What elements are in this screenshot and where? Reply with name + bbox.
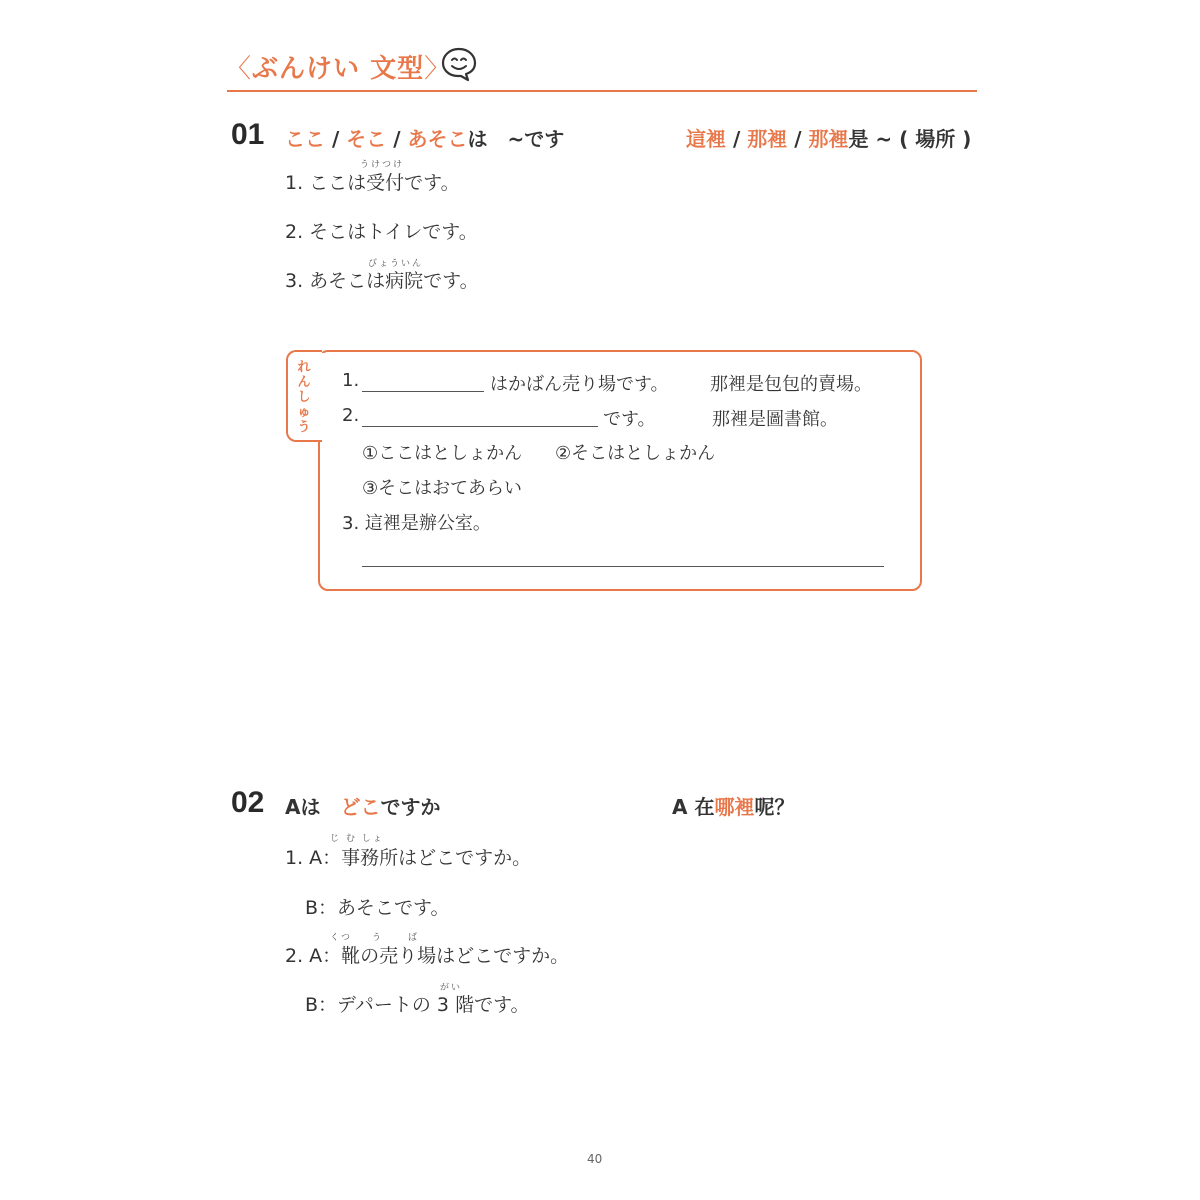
title-bracket-close: 〉: [424, 54, 452, 84]
furigana: びょういん: [368, 259, 424, 269]
dialogue-line: 1. A：事務所はどこですか。: [285, 847, 532, 869]
furigana: ば: [408, 933, 420, 943]
pattern-rest: は ~です: [467, 127, 565, 151]
option-3: ③そこはおてあらい: [362, 478, 522, 499]
practice-q3-text: 3. 這裡是辦公室。: [342, 513, 491, 534]
section-translation: [672, 791, 794, 820]
smiley-bubble-icon: [440, 46, 478, 86]
page-title: [225, 48, 451, 85]
furigana: がい: [440, 983, 463, 993]
pattern-soko: そこ: [346, 127, 387, 151]
pattern-a-wa: Aは: [285, 795, 341, 819]
option-1: ①ここはとしょかん: [362, 443, 523, 464]
dialogue-line: B：あそこです。: [305, 897, 450, 919]
furigana: じ む しょ: [330, 834, 384, 844]
practice-q1-text: はかばん売り場です。: [490, 374, 669, 395]
furigana: くつ: [330, 933, 353, 943]
trans-slash: /: [787, 127, 809, 151]
header-divider: [227, 90, 977, 92]
title-bracket-open: 〈: [225, 54, 253, 84]
pattern-koko: ここ: [285, 127, 325, 151]
trans-ne: 呢？: [754, 795, 795, 819]
furigana: う: [372, 933, 384, 943]
page-number: 40: [587, 1152, 603, 1166]
section-number: 02: [231, 786, 265, 819]
practice-q2-text: です。: [603, 409, 656, 430]
option-2: ②そこはとしょかん: [555, 443, 716, 464]
section-pattern: [285, 791, 440, 820]
answer-blank-1[interactable]: [362, 391, 484, 392]
example-line: 1. ここは受付です。: [285, 172, 460, 194]
trans-zheli: 這裡: [686, 127, 726, 151]
answer-blank-2[interactable]: [362, 426, 598, 427]
trans-slash: /: [726, 127, 748, 151]
trans-a-zai: A 在: [672, 795, 715, 819]
trans-nali: 那裡: [747, 127, 788, 151]
dialogue-line: 2. A：靴の売り場はどこですか。: [285, 945, 570, 967]
section-pattern: [285, 123, 564, 152]
pattern-desuka: ですか: [380, 795, 441, 819]
pattern-doko: どこ: [340, 795, 381, 819]
trans-nali: 哪裡: [714, 795, 755, 819]
practice-q1-number: 1.: [342, 370, 360, 391]
trans-rest: 是 ~ ( 場所 ): [848, 127, 972, 151]
example-line: 2. そこはトイレです。: [285, 221, 478, 243]
practice-q2-translation: 那裡是圖書館。: [712, 409, 838, 430]
pattern-slash: /: [386, 127, 408, 151]
practice-q2-number: 2.: [342, 405, 360, 426]
example-line: 3. あそこは病院です。: [285, 270, 479, 292]
practice-label: れんしゅう: [297, 360, 311, 435]
trans-nali: 那裡: [808, 127, 849, 151]
practice-tab-joint: [316, 353, 324, 439]
practice-q1-translation: 那裡是包包的賣場。: [710, 374, 872, 395]
dialogue-line: B：デパートの 3 階です。: [305, 994, 530, 1016]
pattern-asoko: あそこ: [407, 127, 468, 151]
title-text: ぶんけい 文型: [252, 54, 425, 84]
furigana: うけつけ: [360, 160, 405, 170]
section-number: 01: [231, 118, 265, 151]
answer-blank-3[interactable]: [362, 566, 884, 567]
pattern-slash: /: [325, 127, 347, 151]
section-translation: [686, 123, 971, 152]
